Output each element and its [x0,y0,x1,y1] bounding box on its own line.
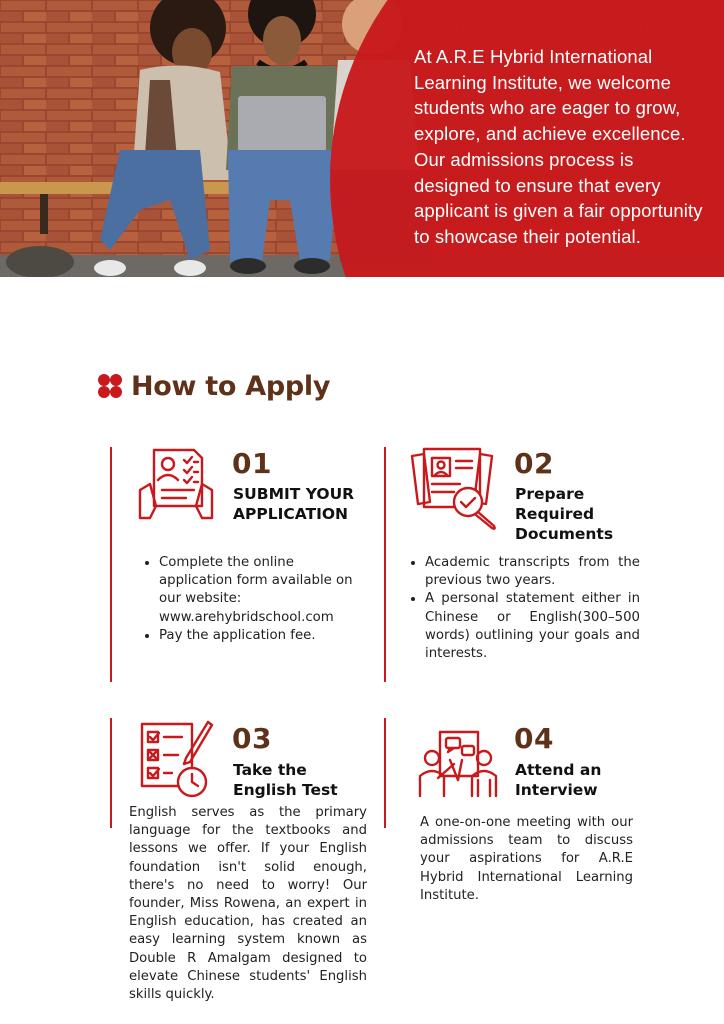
step-04-number: 04 [514,722,554,755]
step-03-number: 03 [232,722,272,755]
application-form-icon [136,446,216,524]
step-03-title-line2: English Test [233,781,338,799]
step-04-title-line2: Interview [515,781,598,799]
step-02-divider [384,447,386,682]
step-02-list [409,554,640,663]
step-03-text: English serves as the primary language for the textbooks and lessons we offer. If your English foundation isn't solid enough, there's no need to worry! Our founder, Miss Rowena, an expert in English education, has created an easy learning system known as Double R Amalgam designed to elevate Chinese students' English skills quickly. [129,805,367,1003]
step-03-title [233,760,373,800]
step-01-divider [110,447,112,682]
step-01-number: 01 [232,447,272,480]
step-04-title-line1: Attend an [515,761,602,779]
step-04-text: A one-on-one meeting with our admissions team to discuss your aspirations for A.R.E Hybrid International Learning Institute. [420,815,633,903]
section-title: How to Apply [131,370,331,402]
step-01-title: SUBMIT YOUR APPLICATION [233,485,355,523]
step-01-list [143,554,364,645]
hero-intro-text: At A.R.E Hybrid International Learning Institute, we welcome students who are eager to grow, explore, and achieve excellence. Our admissions process is designed to ensure that every applicant is given a fair opportunity to showcase their potential. [414,46,703,247]
step-03-divider [110,718,112,828]
four-petal-flower-icon [97,373,123,399]
step-03-title-line1: Take the [233,761,307,779]
documents-magnifier-icon [408,446,500,532]
list-item: • A personal statement either in Chinese or English(300–500 words) outlining your goals and interests. [425,590,640,663]
step-02-title: Prepare Required Documents [515,485,614,543]
list-item: • Complete the online application form available on our website: www.arehybridschool.com [159,554,364,627]
hero-banner [0,0,724,277]
step-04-divider [384,718,386,828]
interview-meeting-icon [418,728,500,800]
step-04-title [515,760,655,800]
checklist-clock-icon [138,718,214,800]
list-item: • Pay the application fee. [159,627,364,645]
how-to-apply-heading [97,368,330,404]
list-item: • Academic transcripts from the previous two years. [425,554,640,590]
step-02-number: 02 [514,447,554,480]
